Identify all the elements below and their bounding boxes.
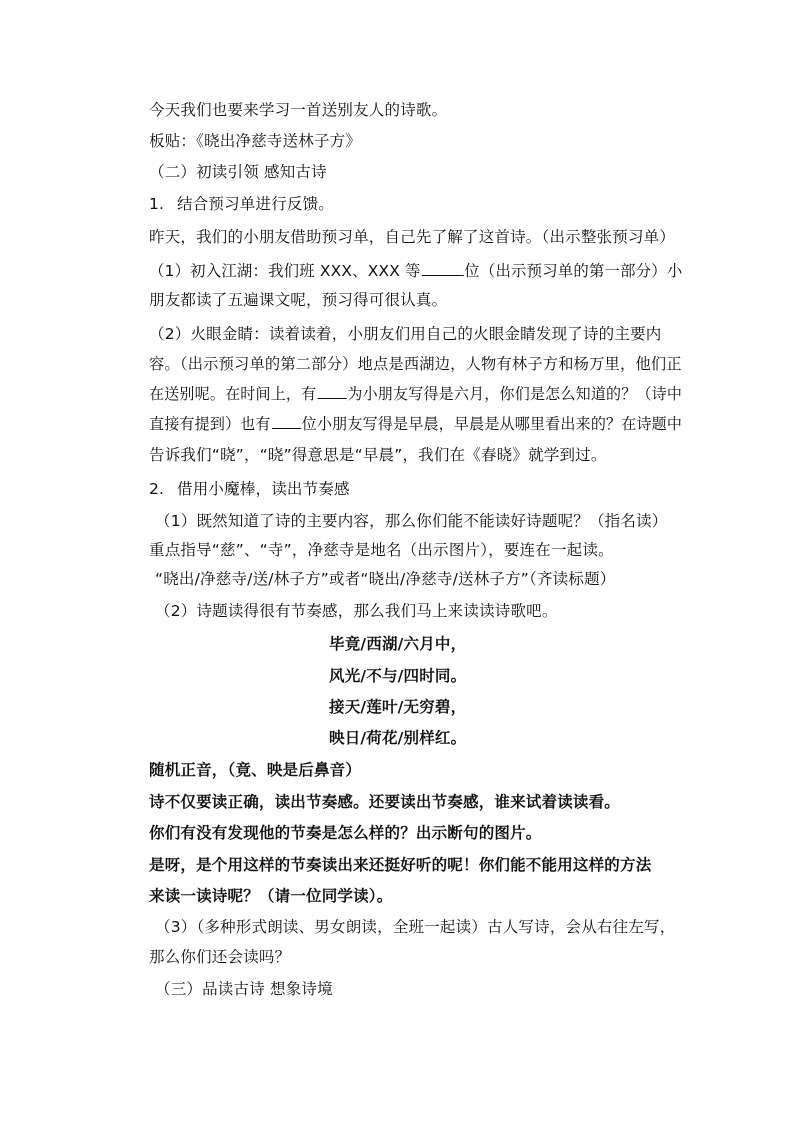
line-segment: 直接有提到）也有 xyxy=(149,415,271,433)
section-heading: （二）初读引领 感知古诗 xyxy=(149,163,327,181)
poem-line: 接天/莲叶/无穷碧， xyxy=(329,698,467,716)
paragraph-line: 板贴：《晓出净慈寺送林子方》 xyxy=(149,132,362,150)
paragraph-line: 朋友都读了五遍课文呢，预习得可很认真。 xyxy=(149,291,448,309)
list-item: 借用小魔棒，读出节奏感 xyxy=(177,480,350,498)
paragraph-line: “晓出/净慈寺/送/林子方”或者“晓出/净慈寺/送林子方”（齐读标题） xyxy=(155,570,616,588)
poem-line: 风光/不与/四时同。 xyxy=(329,667,467,685)
paragraph-line: 今天我们也要来学习一首送别友人的诗歌。 xyxy=(149,101,448,119)
bold-paragraph-line: 随机正音，（竟、映是后鼻音） xyxy=(149,761,362,779)
paragraph-line xyxy=(149,384,682,404)
fill-in-blank xyxy=(317,384,346,399)
fill-in-blank xyxy=(272,414,301,429)
line-segment: 在送别呢。在时间上，有 xyxy=(149,385,317,403)
line-segment: 为小朋友写得是六月，你们是怎么知道的？（诗中 xyxy=(347,385,683,403)
paragraph-line: （2）诗题读得很有节奏感，那么我们马上来读读诗歌吧。 xyxy=(155,602,558,620)
list-number: 2. xyxy=(149,480,165,498)
section-heading: （三）品读古诗 想象诗境 xyxy=(155,980,333,998)
paragraph-line: 告诉我们“晓”，“晓”得意思是“早晨”，我们在《春晓》就学到过。 xyxy=(149,446,607,464)
bold-paragraph-line: 诗不仅要读正确，读出节奏感。还要读出节奏感，谁来试着读读看。 xyxy=(149,793,621,811)
paragraph-line xyxy=(149,261,682,281)
paragraph-line xyxy=(149,414,682,434)
paragraph-line: 容。（出示预习单的第二部分）地点是西湖边，人物有林子方和杨万里，他们正 xyxy=(149,355,682,373)
bold-paragraph-line: 是呀，是个用这样的节奏读出来还挺好听的呢！你们能不能用这样的方法 xyxy=(149,856,652,874)
line-segment: 位小朋友写得是早晨，早晨是从哪里看出来的？在诗题中 xyxy=(301,415,683,433)
poem-line: 映日/荷花/别样红。 xyxy=(329,729,467,747)
poem-line: 毕竟/西湖/六月中， xyxy=(329,635,467,653)
paragraph-line: 那么你们还会读吗？ xyxy=(149,948,291,966)
list-item: 结合预习单进行反馈。 xyxy=(177,195,335,213)
line-segment: （1）初入江湖：我们班 XXX、XXX 等 xyxy=(149,262,421,280)
fill-in-blank xyxy=(422,261,464,276)
paragraph-line: （3）（多种形式朗读、男女朗读，全班一起读）古人写诗，会从右往左写， xyxy=(155,918,676,936)
bold-paragraph-line: 来读一读诗呢？（请一位同学读）。 xyxy=(149,887,393,905)
paragraph-line: （1）既然知道了诗的主要内容，那么你们能不能读好诗题呢？（指名读） xyxy=(155,512,668,530)
paragraph-line: 重点指导“慈”、“寺”，净慈寺是地名（出示图片），要连在一起读。 xyxy=(149,541,614,559)
paragraph-line: 昨天，我们的小朋友借助预习单，自己先了解了这首诗。（出示整张预习单） xyxy=(149,228,676,246)
paragraph-line: （2）火眼金睛：读着读着，小朋友们用自己的火眼金睛发现了诗的主要内 xyxy=(149,325,662,343)
line-segment: 位（出示预习单的第一部分）小 xyxy=(464,262,683,280)
list-number: 1. xyxy=(149,195,165,213)
bold-paragraph-line: 你们有没有发现他的节奏是怎么样的？出示断句的图片。 xyxy=(149,824,542,842)
